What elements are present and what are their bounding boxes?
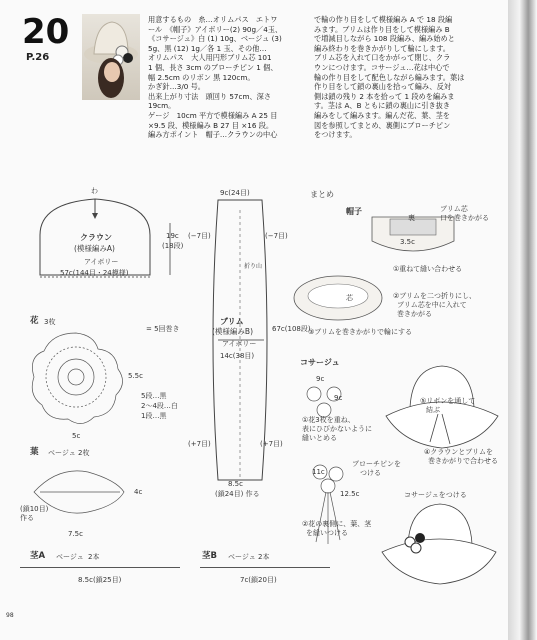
text-line: 作り目をして鎖の裏山を拾って編み、反対 <box>314 82 451 92</box>
corsage-step-4b: 巻きかがりで合わせる <box>428 457 498 465</box>
materials-column-2 <box>314 15 494 140</box>
brim-core-note-1: ブリム芯 <box>440 205 468 213</box>
text-line: 19cm。 <box>148 101 176 111</box>
corsage-size-b: 9c <box>334 394 343 402</box>
stem-a-count: 2本 <box>88 553 100 561</box>
crown-back-label: 裏 <box>408 214 415 222</box>
corsage-step-4a: ④クラウンとブリムを <box>424 448 493 456</box>
text-line: で増減目しながら 108 段編み、編み始めと <box>314 34 455 44</box>
stem-a-line <box>20 567 180 568</box>
text-line: 5g、黒 (12) 1g／各 1 玉、その他… <box>148 43 267 53</box>
corsage-step-2b: を縫いつける <box>306 529 348 537</box>
hat-title: 帽子 <box>346 207 362 216</box>
leaf-count: 2枚 <box>78 449 90 457</box>
corsage-step-1b: 表にひびかないように <box>302 425 372 433</box>
leaf-height: 4c <box>134 488 143 496</box>
flower-round-1: 1段…黒 <box>141 412 167 420</box>
crown-direction: わ <box>91 187 98 195</box>
page-gutter <box>508 0 537 640</box>
stem-b-count: 2本 <box>258 553 270 561</box>
brim-side-b: (+7目) <box>188 440 211 448</box>
finish-step-2a: ②ブリムを二つ折りにし、 <box>393 292 476 300</box>
flower-diameter: 5c <box>72 432 81 440</box>
finishing-title: まとめ <box>310 190 334 199</box>
finish-step-2b: ブリム芯を中に入れて <box>397 301 467 309</box>
brim-side-c: (+7目) <box>260 440 283 448</box>
stem-b-line <box>200 567 330 568</box>
text-line: す。茎は A、B ともに鎖の裏山に引き抜き <box>314 101 451 111</box>
corsage-size-c: 11c <box>312 468 325 476</box>
flower-round-5: 5段…黒 <box>141 392 167 400</box>
brim-core-diagram <box>290 268 390 328</box>
text-line: ール 《帽子》アイボリー(2) 90g／4玉、 <box>148 24 283 34</box>
materials-column-1 <box>148 15 306 140</box>
finished-hat-diagram-1 <box>380 358 500 458</box>
ribbon-note-1: ⑤リボンを通して <box>420 397 476 405</box>
brim-bottom-width: 8.5c <box>228 480 243 488</box>
flower-height: 5.5c <box>128 372 143 380</box>
finished-hat-diagram-2 <box>376 498 500 594</box>
stem-a-length: 8.5c(鎖25目) <box>78 576 122 584</box>
leaf-width: 7.5c <box>68 530 83 538</box>
text-line: 編み方ポイント 帽子…クラウンの中心 <box>148 130 278 140</box>
crown-color: アイボリー <box>84 258 119 266</box>
text-line: 用意するもの 糸…オリムパス エトワ <box>148 15 278 24</box>
brim-core-note-2: 口を巻きかがる <box>440 214 489 222</box>
core-label: 芯 <box>346 294 353 302</box>
text-line: 編み終わりを巻きかがりして輪にします。 <box>314 43 450 53</box>
text-line: をつけます。 <box>314 130 357 140</box>
text-line: で輪の作り目をして模様編み A で 18 段編 <box>314 15 453 24</box>
text-line: かぎ針…3/0 号。 <box>148 82 205 92</box>
leaf-chain: (鎖10目) 作る <box>20 505 49 522</box>
text-line: ゲージ 10cm 平方で模様編み A 25 目 <box>148 110 278 120</box>
corsage-attach-note: コサージュをつける <box>404 491 467 499</box>
text-line: ウンにつけます。コサージュ…花は中心で <box>314 62 450 72</box>
brooch-note-1: ブローチピンを <box>352 460 401 468</box>
flower-center-note: = 5回巻き <box>146 325 180 333</box>
brim-title: ブリム <box>220 317 244 326</box>
flower-round-2-4: 2〜4段…白 <box>141 402 178 410</box>
corsage-step-2a: ②花の裏側に、葉、茎 <box>302 520 372 528</box>
brim-bottom-chain: (鎖24目) 作る <box>215 490 260 498</box>
flower-title: 花 <box>30 316 39 326</box>
corsage-step-1a: ①花3枚を重ね、 <box>302 416 355 424</box>
brim-pattern: (模様編みB) <box>212 327 253 336</box>
crown-rows: (18段) <box>162 242 184 250</box>
brim-top-stitches: 9c(24目) <box>220 189 250 197</box>
stem-a-title: 茎A <box>30 551 46 561</box>
brim-fold: 折り山 <box>244 263 263 270</box>
text-line: 図を参照してまとめ、裏側にブローチピン <box>314 120 451 130</box>
stem-b-color: ベージュ <box>228 553 256 561</box>
finish-step-3: ③ブリムを巻きかがりで輪にする <box>308 328 412 336</box>
brim-side-a: (−7目) <box>188 232 211 240</box>
crown-height: 19c <box>166 232 179 240</box>
flower-count: 3枚 <box>44 318 56 326</box>
brim-mid-width: 14c(38目) <box>220 352 255 360</box>
page-reference: P.26 <box>26 52 50 63</box>
gap-size: 3.5c <box>400 238 415 246</box>
leaf-color: ベージュ <box>48 449 76 457</box>
crown-title: クラウン <box>80 233 112 242</box>
corsage-title: コサージュ <box>300 358 340 367</box>
ribbon-note-2: 結ぶ <box>426 406 440 414</box>
text-line: みます。ブリムは作り目をして模様編み B <box>314 24 450 34</box>
crown-width: 57c(144目・24模様) <box>60 269 129 277</box>
text-line: ブリム芯を入れて口をかがって閉じ、クラ <box>314 53 451 63</box>
brim-color: アイボリー <box>222 340 257 348</box>
leaf-title: 葉 <box>30 447 39 457</box>
stem-a-color: ベージュ <box>56 553 84 561</box>
corsage-step-1c: 縫いとめる <box>302 434 337 442</box>
stem-b-title: 茎B <box>202 551 217 561</box>
text-line: ×9.5 段、模様編み B 27 目 ×16 段。 <box>148 120 274 130</box>
text-line: 出来上がり寸法 頭回り 57cm、深さ <box>148 91 272 101</box>
text-line: 《コサージュ》白 (1) 10g、ベージュ (3) <box>148 34 282 44</box>
crown-pattern: (模様編みA) <box>74 244 115 253</box>
text-line: 1 個、長さ 3cm のブローチピン 1 個、 <box>148 62 278 72</box>
hat-photo <box>82 14 140 100</box>
finish-step-1: ①重ねて縫い合わせる <box>393 265 463 273</box>
finish-step-2c: 巻きかがる <box>397 310 432 318</box>
corsage-size-d: 12.5c <box>340 490 360 498</box>
text-line: オリムパス 大人用円形ブリム芯 101 <box>148 53 272 63</box>
flower-chart <box>24 325 134 425</box>
text-line: 幅 2.5cm のリボン 黒 120cm。 <box>148 72 255 82</box>
pattern-number: 20 <box>22 12 70 52</box>
page-number: 98 <box>6 612 14 619</box>
text-line: 輪の作り目をして配色しながら編みます。葉は <box>314 72 465 82</box>
stem-b-length: 7c(鎖20目) <box>240 576 277 584</box>
brim-side-d: (−7目) <box>265 232 288 240</box>
corsage-size-a: 9c <box>316 375 325 383</box>
brooch-note-2: つける <box>360 469 381 477</box>
text-line: 編みをして編みます。編んだ花、葉、茎を <box>314 110 450 120</box>
brim-total-length: 67c(108段) <box>272 325 311 333</box>
text-line: 側は鎖の残り 2 本を拾って 1 段めを編みま <box>314 91 455 101</box>
